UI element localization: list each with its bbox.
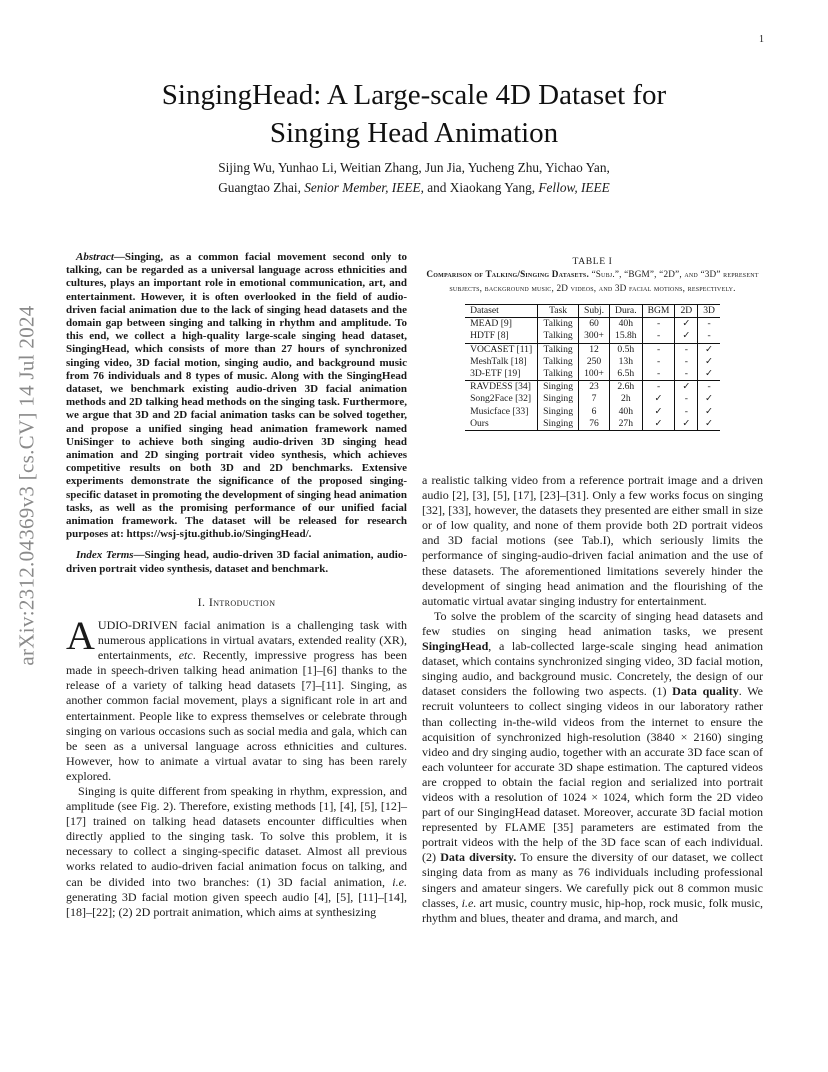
drop-cap: A: [66, 612, 95, 658]
table-cell: 23: [579, 381, 610, 394]
column-header: Task: [538, 305, 579, 318]
table-cell: MEAD [9]: [465, 318, 538, 331]
right-column: [422, 473, 763, 926]
table-1: [422, 256, 763, 431]
table-cell: 2h: [610, 393, 643, 405]
table-cell: 13h: [610, 356, 643, 368]
table-cell: Talking: [538, 368, 579, 381]
table-cell: Talking: [538, 343, 579, 356]
table-cell: Talking: [538, 356, 579, 368]
table-cell: ✓: [705, 355, 714, 367]
table-cell: Talking: [538, 330, 579, 343]
table-cell: -: [675, 406, 698, 418]
author-name: , and Xiaokang Yang,: [420, 180, 539, 195]
table-row: [465, 318, 720, 331]
table-row: [465, 381, 720, 394]
table-header-row: [465, 305, 720, 318]
table-cell: 6: [579, 406, 610, 418]
table-cell: -: [707, 381, 711, 393]
intro-paragraph-3: [422, 609, 763, 926]
table-cell: -: [642, 381, 675, 394]
bold-term: Data quality: [672, 684, 739, 699]
table-cell: ✓: [675, 381, 698, 394]
paragraph-text: . We recruit volunteers to collect singing videos in our laboratory rather than collecting in-the-wild videos from the internet to ensure the acquisition of synchronized high-resolution (3840 × 2160) singing video and dry singing audio, together with an accurate 3D face scan of each volunteer for accurate 3D shape estimation. The captured videos are cropped to obtain the facial region and serialized into portrait videos with a resolution of 1024 × 1024, which form the 2D video part of our SingingHead dataset. Moreover, accurate 3D facial motion represented by FLAME [35] parameters are estimated from the portrait videos with the help of the 3D face scan of each individual. (2): [422, 684, 763, 865]
column-header: Dataset: [465, 305, 538, 318]
index-terms-label: Index Terms: [76, 549, 134, 562]
table-cell: -: [675, 368, 698, 381]
paragraph-text: UDIO-DRIVEN facial animation is a challenging task with numerous applications in virtual avatars, extended reality (XR), entertainments,: [97, 617, 407, 663]
column-header: Subj.: [579, 305, 610, 318]
table-caption: [422, 268, 763, 295]
table-cell: MeshTalk [18]: [465, 356, 538, 368]
paragraph-text: To solve the problem of the scarcity of singing head datasets and few studies on singing head animation tasks, we present: [422, 608, 763, 638]
paragraph-text: . Recently, impressive progress has been made in speech-driven talking head animation [1]–[6] thanks to the release of a variety of talking head datasets [7]–[11]. Singing, as another common facial movement, plays a significant role in art and entertainment. People like to express themselves or celebrate through singing on various occasions such as social media and gala, which can be seen as a universal language across ethnicities and cultures. However, how to animate a virtual avatar to sing has been rarely explored.: [66, 648, 407, 783]
caption-text: “Subj.”, “BGM”, “2D”, and “3D” represent subjects, background music, 2D videos, and 3D facial motions, respectively.: [449, 269, 759, 293]
table-cell: -: [675, 356, 698, 368]
dataset-comparison-table: [465, 304, 720, 431]
table-cell: Singing: [538, 381, 579, 394]
table-cell: -: [642, 368, 675, 381]
column-header: Dura.: [610, 305, 643, 318]
column-header: 3D: [698, 305, 720, 318]
paragraph-text: generating 3D facial motion given speech audio [4], [5], [11]–[14], [18]–[22]; (2) 2D portrait animation, which aims at synthesizing: [66, 889, 407, 919]
section-heading: [66, 595, 407, 610]
table-cell: 40h: [610, 406, 643, 418]
table-row-ours: [465, 418, 720, 431]
title-line-1: SingingHead: A Large-scale 4D Dataset for: [161, 79, 667, 111]
paragraph-text: Singing is quite different from speaking in rhythm, expression, and amplitude (see Fig. 2). Therefore, existing methods [1], [4], [5], [12]–[17] trained on talking head datasets encounter difficulties when directly applied to the singing task. To solve this problem, it is necessary to collect a singing-specific dataset. Almost all previous works related to audio-driven facial animation focus on talking, and can be divided into two branches: (1) 3D facial animation,: [66, 784, 407, 889]
column-header: BGM: [642, 305, 675, 318]
index-terms-body: —Singing head, audio-driven 3D facial animation, audio-driven portrait video synthesis, dataset and benchmark.: [66, 549, 407, 575]
arxiv-identifier-stamp: [12, 290, 42, 680]
table-cell: -: [642, 356, 675, 368]
table-cell: VOCASET [11]: [465, 343, 538, 356]
table-cell: ✓: [705, 343, 714, 355]
table-cell: RAVDESS [34]: [465, 381, 538, 394]
table-cell: Talking: [538, 318, 579, 331]
table-cell: 2.6h: [610, 381, 643, 394]
abstract-body: —Singing, as a common facial movement second only to talking, can be regarded as a universal language across ethnicities and cultures, plays an important role in emotional communication, art, and entertainment. However, it is often overlooked in the field of audio-driven facial animation due to the lack of singing head datasets and the domain gap between singing and talking in rhythm and amplitude. To this end, we collect a high-quality large-scale singing head dataset, SingingHead, which consists of more than 27 hours of synchronized singing video, 3D facial motion, singing audio, and background music from 76 individuals and 8 types of music. Along with the SingingHead dataset, we benchmark existing audio-driven 3D facial animation methods and 2D talking head methods on the singing task. Furthermore, we argue that 3D and 2D facial animation tasks can be solved together, and propose a unified singing head animation framework named UniSinger to achieve both singing audio-driven 3D singing head animation and 2D singing portrait video synthesis, which achieves competitive results on both 3D and 2D benchmarks. Extensive experiments demonstrate the significance of the proposed singing-specific dataset in promoting the development of singing head animation tasks, as well as the promising performance of our unified facial animation framework. The dataset will be released for research purposes at: https://wsj-sjtu.github.io/SingingHead/.: [66, 251, 407, 541]
abstract-label: Abstract: [76, 251, 114, 263]
table-cell: -: [707, 318, 711, 330]
table-cell: ✓: [705, 368, 714, 380]
table-row: [465, 356, 720, 368]
table-cell: -: [675, 393, 698, 405]
paragraph-text: To ensure the diversity of our dataset, we collect singing data from as many as 76 individuals including professional singers and amateur singers. We carefully pick out 8 common music classes,: [422, 850, 763, 910]
table-cell: 15.8h: [610, 330, 643, 343]
left-column: [66, 251, 407, 920]
intro-paragraph-2: [66, 784, 407, 920]
table-cell: 250: [579, 356, 610, 368]
paper-title: [60, 76, 768, 152]
author-list: [60, 158, 768, 198]
table-cell: HDTF [8]: [465, 330, 538, 343]
intro-paragraph-continued: a realistic talking video from a reference portrait image and a driven audio [2], [3], [5], [17], [23]–[31]. Only a few works focus on singing [32], [33], however, the datasets they presented are either small in size or of low quality, and none of them provide both 2D portrait videos and 3D facial motions (see Tab.I), which seriously limits the performance of singing-audio-driven facial animation and the use of these datasets. The aforementioned limitations severely hinder the development of singing head animation and the flourishing of the automatic virtual avatar singing industry for entertainment.: [422, 473, 763, 608]
table-cell: ✓: [705, 405, 714, 417]
table-cell: ✓: [675, 318, 698, 331]
emphasis-text: i.e.: [392, 874, 407, 889]
table-label: TABLE I: [572, 256, 613, 267]
author-name: Guangtao Zhai,: [218, 180, 305, 195]
section-number: I.: [197, 594, 209, 609]
table-row: [465, 393, 720, 405]
intro-paragraph-1: [66, 612, 407, 784]
table-cell: Singing: [538, 393, 579, 405]
table-cell: 6.5h: [610, 368, 643, 381]
table-cell: 300+: [579, 330, 610, 343]
bold-term: Data diversity.: [440, 850, 517, 865]
table-cell: Singing: [538, 406, 579, 418]
table-cell: -: [642, 330, 675, 343]
dataset-name: SingingHead: [422, 639, 489, 654]
table-row: [465, 406, 720, 418]
table-cell: Song2Face [32]: [465, 393, 538, 405]
table-cell: ✓: [642, 406, 675, 418]
table-row: [465, 368, 720, 381]
emphasis-text: etc: [178, 648, 193, 663]
author-role: Fellow, IEEE: [538, 180, 610, 195]
authors-line-2: [60, 178, 768, 198]
table-cell: -: [642, 343, 675, 356]
arxiv-stamp-text: arXiv:2312.04369v3 [cs.CV] 14 Jul 2024: [14, 304, 39, 666]
table-cell: 0.5h: [610, 343, 643, 356]
table-group: [465, 318, 720, 343]
table-cell: 3D-ETF [19]: [465, 368, 538, 381]
page-number: 1: [759, 34, 764, 45]
authors-line-1: Sijing Wu, Yunhao Li, Weitian Zhang, Jun Jia, Yucheng Zhu, Yichao Yan,: [218, 160, 610, 175]
table-cell: 60: [579, 318, 610, 331]
table-group: [465, 381, 720, 431]
table-cell: Singing: [538, 418, 579, 431]
table-cell: -: [675, 343, 698, 356]
table-cell: ✓: [675, 330, 698, 343]
table-cell: ✓: [675, 418, 698, 431]
paragraph-text: , a lab-collected large-scale singing head animation dataset, which contains synchronized singing video, 3D facial motion, singing audio, and background music. Concretely, the design of our dataset considers the following two aspects. (1): [422, 639, 763, 699]
table-group: [465, 343, 720, 381]
table-cell: 12: [579, 343, 610, 356]
table-cell: 76: [579, 418, 610, 431]
table-cell: ✓: [705, 393, 714, 405]
table-cell: Musicface [33]: [465, 406, 538, 418]
table-cell: 40h: [610, 318, 643, 331]
section-title: Introduction: [208, 594, 276, 609]
table-cell: ✓: [642, 393, 675, 405]
table-row: [465, 330, 720, 343]
table-cell: -: [642, 318, 675, 331]
column-header: 2D: [675, 305, 698, 318]
table-row: [465, 343, 720, 356]
table-cell: 7: [579, 393, 610, 405]
table-cell: ✓: [705, 417, 714, 429]
index-terms: [66, 549, 407, 575]
table-cell: 27h: [610, 418, 643, 431]
abstract: [66, 251, 407, 541]
title-line-2: Singing Head Animation: [269, 117, 559, 149]
table-cell: ✓: [642, 418, 675, 431]
emphasis-text: i.e.: [461, 895, 477, 910]
table-cell: 100+: [579, 368, 610, 381]
author-role: Senior Member, IEEE: [304, 180, 421, 195]
caption-bold: Comparison of Talking/Singing Datasets.: [426, 269, 589, 279]
paragraph-text: art music, country music, hip-hop, rock music, folk music, rhythm and blues, theater and drama, and march, and: [422, 895, 763, 925]
table-cell: Ours: [465, 418, 538, 431]
table-cell: -: [707, 330, 711, 342]
